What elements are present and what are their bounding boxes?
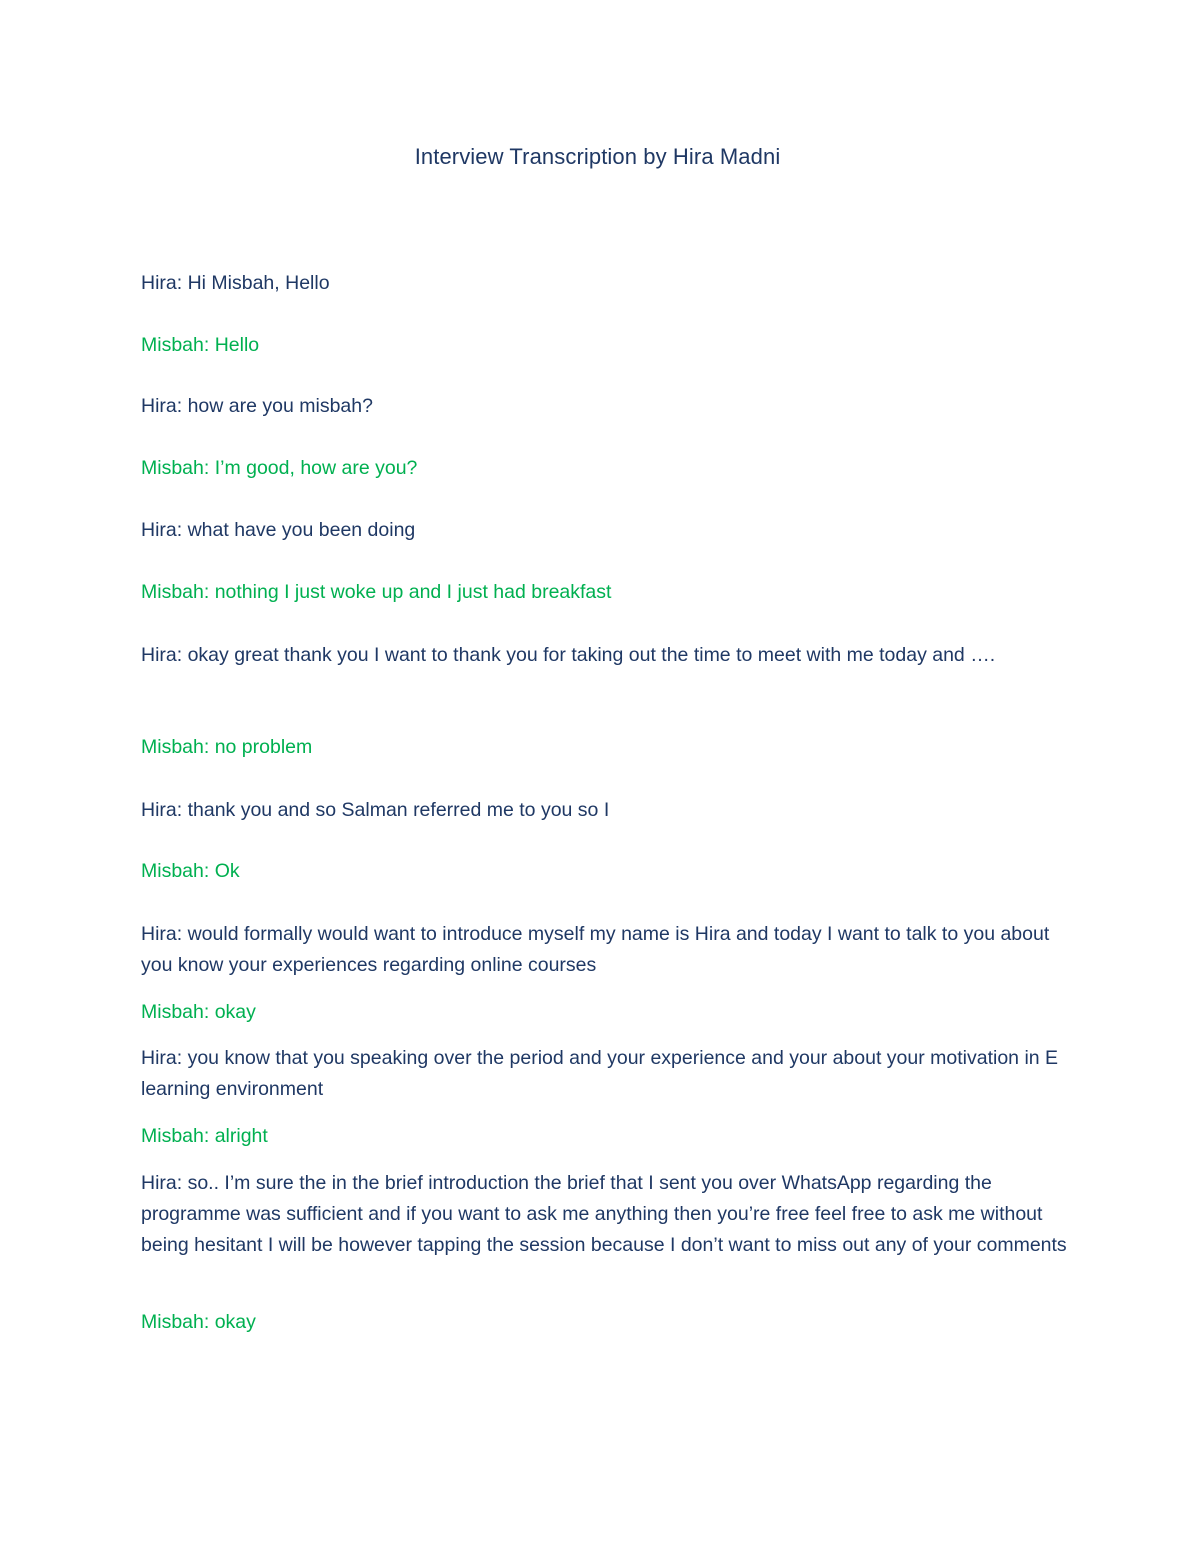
transcript-line-hira: Hira: what have you been doing (141, 519, 416, 541)
transcript-line-hira: Hira: okay great thank you I want to thank you for taking out the time to meet with me today and …. (141, 644, 996, 666)
document-title: Interview Transcription by Hira Madni (414, 144, 781, 169)
transcript-line-misbah: Misbah: Ok (141, 860, 240, 882)
transcript-line-hira: Hira: Hi Misbah, Hello (141, 272, 330, 294)
transcript-line-misbah: Misbah: okay (141, 1001, 256, 1023)
transcript-line-misbah: Misbah: alright (141, 1125, 268, 1147)
transcript-line-hira: Hira: so.. I’m sure the in the brief introduction the brief that I sent you over WhatsApp regarding the programme was sufficient and if you want to ask me anything then you’re free feel free to ask me without being hesitant I will be however tapping the session because I don’t want to miss out any of your comments (141, 1172, 1067, 1256)
transcript-line-hira: Hira: you know that you speaking over the period and your experience and your about your motivation in E learning environment (141, 1047, 1059, 1100)
transcript-line-misbah: Misbah: nothing I just woke up and I just had breakfast (141, 581, 612, 603)
transcript-line-hira: Hira: would formally would want to introduce myself my name is Hira and today I want to talk to you about you know your experiences regarding online courses (141, 923, 1050, 976)
transcript-line-misbah: Misbah: Hello (141, 334, 260, 356)
transcript-line-misbah: Misbah: I’m good, how are you? (141, 457, 418, 479)
transcript-line-hira: Hira: thank you and so Salman referred me to you so I (141, 799, 610, 821)
transcript-line-misbah: Misbah: okay (141, 1311, 256, 1333)
transcript-line-hira: Hira: how are you misbah? (141, 395, 373, 417)
transcript-line-misbah: Misbah: no problem (141, 736, 313, 758)
